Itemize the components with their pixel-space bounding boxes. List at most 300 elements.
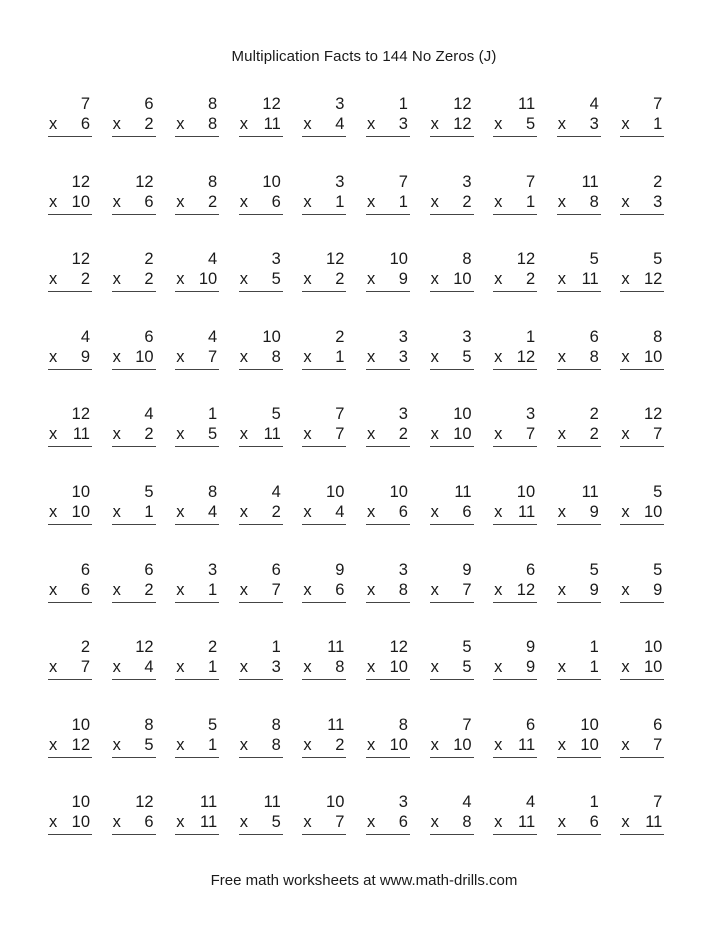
problem-cell	[302, 327, 346, 405]
footer-credit: Free math worksheets at www.math-drills.com	[210, 872, 518, 889]
answer-line	[557, 757, 601, 758]
problem-cell	[239, 172, 283, 250]
problem-cell	[175, 327, 219, 405]
answer-line	[239, 446, 283, 447]
multiplicand: 5	[462, 638, 472, 657]
times-sign: x	[303, 580, 312, 599]
times-sign: x	[303, 192, 312, 211]
problem-cell	[48, 482, 92, 560]
multiplier: 6	[144, 813, 154, 832]
times-sign: x	[621, 502, 630, 521]
multiplier-line	[430, 269, 474, 289]
times-sign: x	[557, 115, 566, 133]
multiplicand: 1	[208, 405, 218, 424]
answer-line	[430, 757, 474, 758]
multiplicand: 6	[271, 560, 281, 579]
multiplicand: 6	[144, 560, 154, 579]
answer-line	[430, 834, 474, 835]
multiplier-line	[366, 114, 410, 134]
multiplier-line	[239, 192, 283, 212]
problem-cell	[366, 404, 410, 482]
answer-line	[302, 369, 346, 370]
times-sign: x	[112, 658, 121, 677]
multiplier-line	[557, 735, 601, 755]
multiplier-line	[48, 580, 92, 600]
times-sign: x	[49, 192, 58, 211]
answer-line	[112, 834, 156, 835]
multiplier-line	[430, 114, 474, 134]
problem-cell	[430, 172, 474, 250]
times-sign: x	[430, 658, 439, 677]
multiplier: 1	[589, 658, 599, 677]
answer-line	[112, 679, 156, 680]
problem-cell	[366, 560, 410, 638]
answer-line	[175, 757, 219, 758]
problem-cell	[620, 172, 664, 250]
multiplier-line	[493, 192, 537, 212]
problem-cell	[48, 94, 92, 172]
multiplier-line	[430, 580, 474, 600]
answer-line	[239, 291, 283, 292]
problem-cell	[620, 637, 664, 715]
answer-line	[620, 602, 664, 603]
answer-line	[112, 524, 156, 525]
multiplier: 1	[525, 192, 536, 211]
answer-line	[620, 834, 664, 835]
problem-cell	[175, 482, 219, 560]
times-sign: x	[557, 270, 566, 289]
times-sign: x	[494, 580, 503, 599]
problem-grid	[48, 94, 684, 870]
problem-cell	[366, 715, 410, 793]
multiplicand: 8	[398, 715, 408, 734]
problem-cell	[493, 327, 537, 405]
answer-line	[430, 369, 474, 370]
answer-line	[239, 679, 283, 680]
times-sign: x	[430, 270, 439, 289]
times-sign: x	[239, 658, 249, 677]
multiplier: 4	[335, 115, 345, 133]
answer-line	[302, 679, 346, 680]
times-sign: x	[494, 347, 503, 366]
problem-cell	[430, 94, 474, 172]
problem-cell	[493, 482, 537, 560]
times-sign: x	[176, 270, 185, 289]
multiplier-line	[175, 114, 219, 134]
times-sign: x	[621, 425, 630, 444]
multiplier: 12	[643, 270, 663, 289]
multiplier: 10	[71, 502, 90, 521]
answer-line	[175, 136, 219, 137]
multiplier: 2	[208, 192, 218, 211]
problem-cell	[302, 94, 346, 172]
answer-line	[302, 291, 346, 292]
problem-cell	[175, 792, 219, 870]
multiplier-line	[430, 735, 474, 755]
multiplicand: 3	[462, 327, 472, 346]
problem-cell	[366, 249, 410, 327]
multiplier: 10	[643, 347, 663, 366]
multiplicand: 2	[80, 638, 90, 657]
multiplier: 5	[462, 347, 472, 366]
times-sign: x	[239, 502, 249, 521]
multiplier-line	[239, 735, 283, 755]
multiplicand: 10	[516, 482, 536, 501]
multiplicand: 4	[462, 793, 472, 812]
multiplier: 7	[271, 580, 281, 599]
multiplicand: 10	[580, 715, 599, 734]
answer-line	[366, 524, 410, 525]
worksheet-title: Multiplication Facts to 144 No Zeros (J)	[231, 48, 497, 65]
times-sign: x	[557, 735, 566, 754]
multiplier: 12	[516, 580, 536, 599]
answer-line	[493, 136, 537, 137]
multiplier-line	[239, 812, 283, 832]
multiplier-line	[112, 580, 156, 600]
multiplier: 3	[589, 115, 599, 133]
answer-line	[557, 446, 601, 447]
times-sign: x	[239, 425, 249, 444]
multiplier-line	[239, 657, 283, 677]
multiplicand: 2	[144, 250, 154, 269]
multiplicand: 9	[525, 638, 536, 657]
answer-line	[48, 524, 92, 525]
multiplier: 2	[144, 270, 154, 289]
times-sign: x	[49, 115, 58, 133]
multiplier-line	[112, 269, 156, 289]
answer-line	[112, 602, 156, 603]
times-sign: x	[557, 347, 566, 366]
multiplicand: 5	[653, 560, 663, 579]
times-sign: x	[239, 813, 249, 832]
answer-line	[175, 291, 219, 292]
multiplier: 8	[271, 347, 281, 366]
answer-line	[366, 602, 410, 603]
multiplier-line	[557, 269, 601, 289]
answer-line	[302, 524, 346, 525]
multiplicand: 10	[262, 172, 281, 191]
answer-line	[175, 446, 219, 447]
times-sign: x	[430, 813, 439, 832]
multiplicand: 11	[263, 793, 281, 812]
multiplier: 4	[208, 502, 218, 521]
problem-cell	[112, 172, 156, 250]
times-sign: x	[239, 347, 249, 366]
multiplier: 2	[144, 425, 154, 444]
answer-line	[366, 679, 410, 680]
answer-line	[366, 136, 410, 137]
answer-line	[620, 446, 664, 447]
times-sign: x	[494, 115, 503, 133]
answer-line	[430, 602, 474, 603]
problem-cell	[430, 560, 474, 638]
multiplier-line	[557, 424, 601, 444]
problem-cell	[48, 327, 92, 405]
times-sign: x	[176, 425, 185, 444]
times-sign: x	[430, 580, 439, 599]
answer-line	[366, 834, 410, 835]
times-sign: x	[112, 502, 121, 521]
answer-line	[620, 679, 664, 680]
answer-line	[366, 214, 410, 215]
multiplier-line	[239, 347, 283, 367]
multiplier: 11	[263, 115, 281, 133]
answer-line	[493, 291, 537, 292]
multiplier-line	[302, 192, 346, 212]
multiplier: 4	[144, 658, 154, 677]
times-sign: x	[366, 115, 376, 133]
multiplier: 5	[271, 813, 281, 832]
multiplier: 10	[580, 735, 599, 754]
answer-line	[620, 136, 664, 137]
multiplier-line	[493, 502, 537, 522]
multiplier: 5	[144, 735, 154, 754]
times-sign: x	[557, 192, 566, 211]
multiplicand: 7	[462, 715, 472, 734]
multiplier: 2	[271, 502, 281, 521]
multiplier: 11	[581, 270, 599, 289]
problem-cell	[557, 482, 601, 560]
answer-line	[557, 136, 601, 137]
answer-line	[366, 757, 410, 758]
multiplier: 11	[518, 502, 536, 521]
multiplicand: 6	[144, 95, 154, 113]
problem-cell	[302, 172, 346, 250]
times-sign: x	[494, 192, 503, 211]
problem-cell	[48, 404, 92, 482]
problem-cell	[239, 404, 283, 482]
multiplicand: 11	[581, 482, 599, 501]
multiplier-line	[620, 502, 664, 522]
multiplicand: 2	[653, 172, 663, 191]
multiplicand: 5	[208, 715, 218, 734]
answer-line	[48, 214, 92, 215]
multiplier-line	[302, 657, 346, 677]
times-sign: x	[494, 502, 503, 521]
answer-line	[493, 679, 537, 680]
problem-cell	[302, 637, 346, 715]
multiplier-line	[48, 657, 92, 677]
answer-line	[557, 291, 601, 292]
multiplicand: 10	[71, 715, 90, 734]
multiplier: 1	[335, 347, 345, 366]
multiplier-line	[112, 424, 156, 444]
multiplicand: 10	[389, 482, 408, 501]
multiplier-line	[175, 347, 219, 367]
answer-line	[430, 136, 474, 137]
multiplier-line	[557, 114, 601, 134]
times-sign: x	[49, 425, 58, 444]
problem-cell	[366, 482, 410, 560]
multiplier-line	[366, 424, 410, 444]
multiplicand: 7	[653, 793, 663, 812]
multiplier-line	[430, 424, 474, 444]
multiplicand: 7	[80, 95, 90, 113]
multiplier: 9	[525, 658, 536, 677]
multiplier-line	[430, 192, 474, 212]
multiplier-line	[493, 347, 537, 367]
answer-line	[430, 679, 474, 680]
multiplier: 12	[71, 735, 90, 754]
times-sign: x	[49, 813, 58, 832]
multiplier: 12	[453, 115, 472, 133]
multiplier: 7	[462, 580, 472, 599]
problem-cell	[620, 249, 664, 327]
times-sign: x	[366, 658, 376, 677]
answer-line	[239, 602, 283, 603]
answer-line	[302, 136, 346, 137]
multiplicand: 10	[71, 793, 90, 812]
problem-cell	[48, 172, 92, 250]
multiplier-line	[48, 735, 92, 755]
times-sign: x	[112, 425, 121, 444]
times-sign: x	[366, 735, 376, 754]
multiplicand: 12	[643, 405, 663, 424]
times-sign: x	[366, 502, 376, 521]
multiplier: 6	[398, 502, 408, 521]
multiplicand: 6	[653, 715, 663, 734]
multiplier: 1	[653, 115, 663, 133]
problem-cell	[430, 404, 474, 482]
multiplicand: 11	[200, 793, 218, 812]
multiplicand: 3	[398, 560, 408, 579]
problem-cell	[493, 404, 537, 482]
multiplier: 10	[643, 502, 663, 521]
multiplier-line	[239, 424, 283, 444]
times-sign: x	[366, 425, 376, 444]
answer-line	[302, 834, 346, 835]
multiplicand: 12	[262, 95, 281, 113]
times-sign: x	[239, 735, 249, 754]
problem-cell	[48, 792, 92, 870]
multiplicand: 2	[335, 327, 345, 346]
answer-line	[112, 757, 156, 758]
multiplicand: 2	[208, 638, 218, 657]
problem-cell	[112, 249, 156, 327]
multiplicand: 4	[208, 327, 218, 346]
answer-line	[239, 369, 283, 370]
multiplier: 3	[398, 115, 408, 133]
multiplier: 2	[525, 270, 536, 289]
multiplicand: 7	[398, 172, 408, 191]
answer-line	[175, 369, 219, 370]
multiplicand: 10	[71, 482, 90, 501]
problem-cell	[112, 482, 156, 560]
multiplier-line	[620, 192, 664, 212]
answer-line	[112, 291, 156, 292]
times-sign: x	[557, 580, 566, 599]
multiplicand: 9	[335, 560, 345, 579]
multiplier: 1	[144, 502, 154, 521]
multiplier: 10	[71, 192, 90, 211]
problem-cell	[366, 327, 410, 405]
problem-cell	[557, 560, 601, 638]
times-sign: x	[621, 813, 630, 832]
multiplier-line	[620, 114, 664, 134]
multiplier: 10	[135, 347, 154, 366]
multiplier-line	[302, 424, 346, 444]
problem-cell	[430, 715, 474, 793]
answer-line	[302, 602, 346, 603]
multiplicand: 9	[462, 560, 472, 579]
times-sign: x	[239, 580, 249, 599]
multiplicand: 12	[71, 172, 90, 191]
times-sign: x	[112, 580, 121, 599]
multiplier-line	[366, 657, 410, 677]
problem-cell	[493, 637, 537, 715]
times-sign: x	[176, 502, 185, 521]
answer-line	[493, 369, 537, 370]
multiplier-line	[112, 735, 156, 755]
answer-line	[175, 524, 219, 525]
times-sign: x	[239, 192, 249, 211]
problem-cell	[557, 404, 601, 482]
problem-cell	[175, 172, 219, 250]
problem-cell	[112, 404, 156, 482]
answer-line	[48, 834, 92, 835]
multiplier: 3	[653, 192, 663, 211]
multiplicand: 3	[335, 172, 345, 191]
times-sign: x	[303, 658, 312, 677]
times-sign: x	[494, 270, 503, 289]
multiplicand: 3	[208, 560, 218, 579]
multiplicand: 4	[208, 250, 218, 269]
multiplicand: 6	[525, 560, 536, 579]
multiplier-line	[557, 580, 601, 600]
times-sign: x	[303, 735, 312, 754]
multiplicand: 3	[398, 405, 408, 424]
multiplier: 6	[80, 115, 90, 133]
multiplicand: 1	[525, 327, 536, 346]
multiplier-line	[620, 812, 664, 832]
multiplicand: 5	[144, 482, 154, 501]
multiplier-line	[112, 812, 156, 832]
multiplier-line	[175, 657, 219, 677]
multiplicand: 7	[335, 405, 345, 424]
multiplicand: 5	[589, 250, 599, 269]
answer-line	[493, 834, 537, 835]
times-sign: x	[303, 502, 312, 521]
times-sign: x	[303, 347, 312, 366]
times-sign: x	[112, 115, 121, 133]
multiplier-line	[620, 735, 664, 755]
answer-line	[239, 214, 283, 215]
times-sign: x	[621, 270, 630, 289]
times-sign: x	[112, 192, 121, 211]
problem-cell	[366, 94, 410, 172]
problem-cell	[302, 404, 346, 482]
multiplier: 2	[144, 580, 154, 599]
multiplicand: 10	[453, 405, 472, 424]
problem-cell	[239, 715, 283, 793]
multiplier-line	[175, 192, 219, 212]
answer-line	[430, 291, 474, 292]
multiplier: 9	[80, 347, 90, 366]
multiplier: 2	[144, 115, 154, 133]
multiplier: 2	[335, 735, 345, 754]
multiplier-line	[48, 424, 92, 444]
times-sign: x	[49, 735, 58, 754]
times-sign: x	[366, 580, 376, 599]
problem-cell	[430, 249, 474, 327]
multiplier: 7	[208, 347, 218, 366]
multiplier-line	[112, 502, 156, 522]
multiplier-line	[366, 502, 410, 522]
multiplier-line	[620, 580, 664, 600]
times-sign: x	[112, 270, 121, 289]
multiplier-line	[430, 657, 474, 677]
problem-cell	[620, 327, 664, 405]
